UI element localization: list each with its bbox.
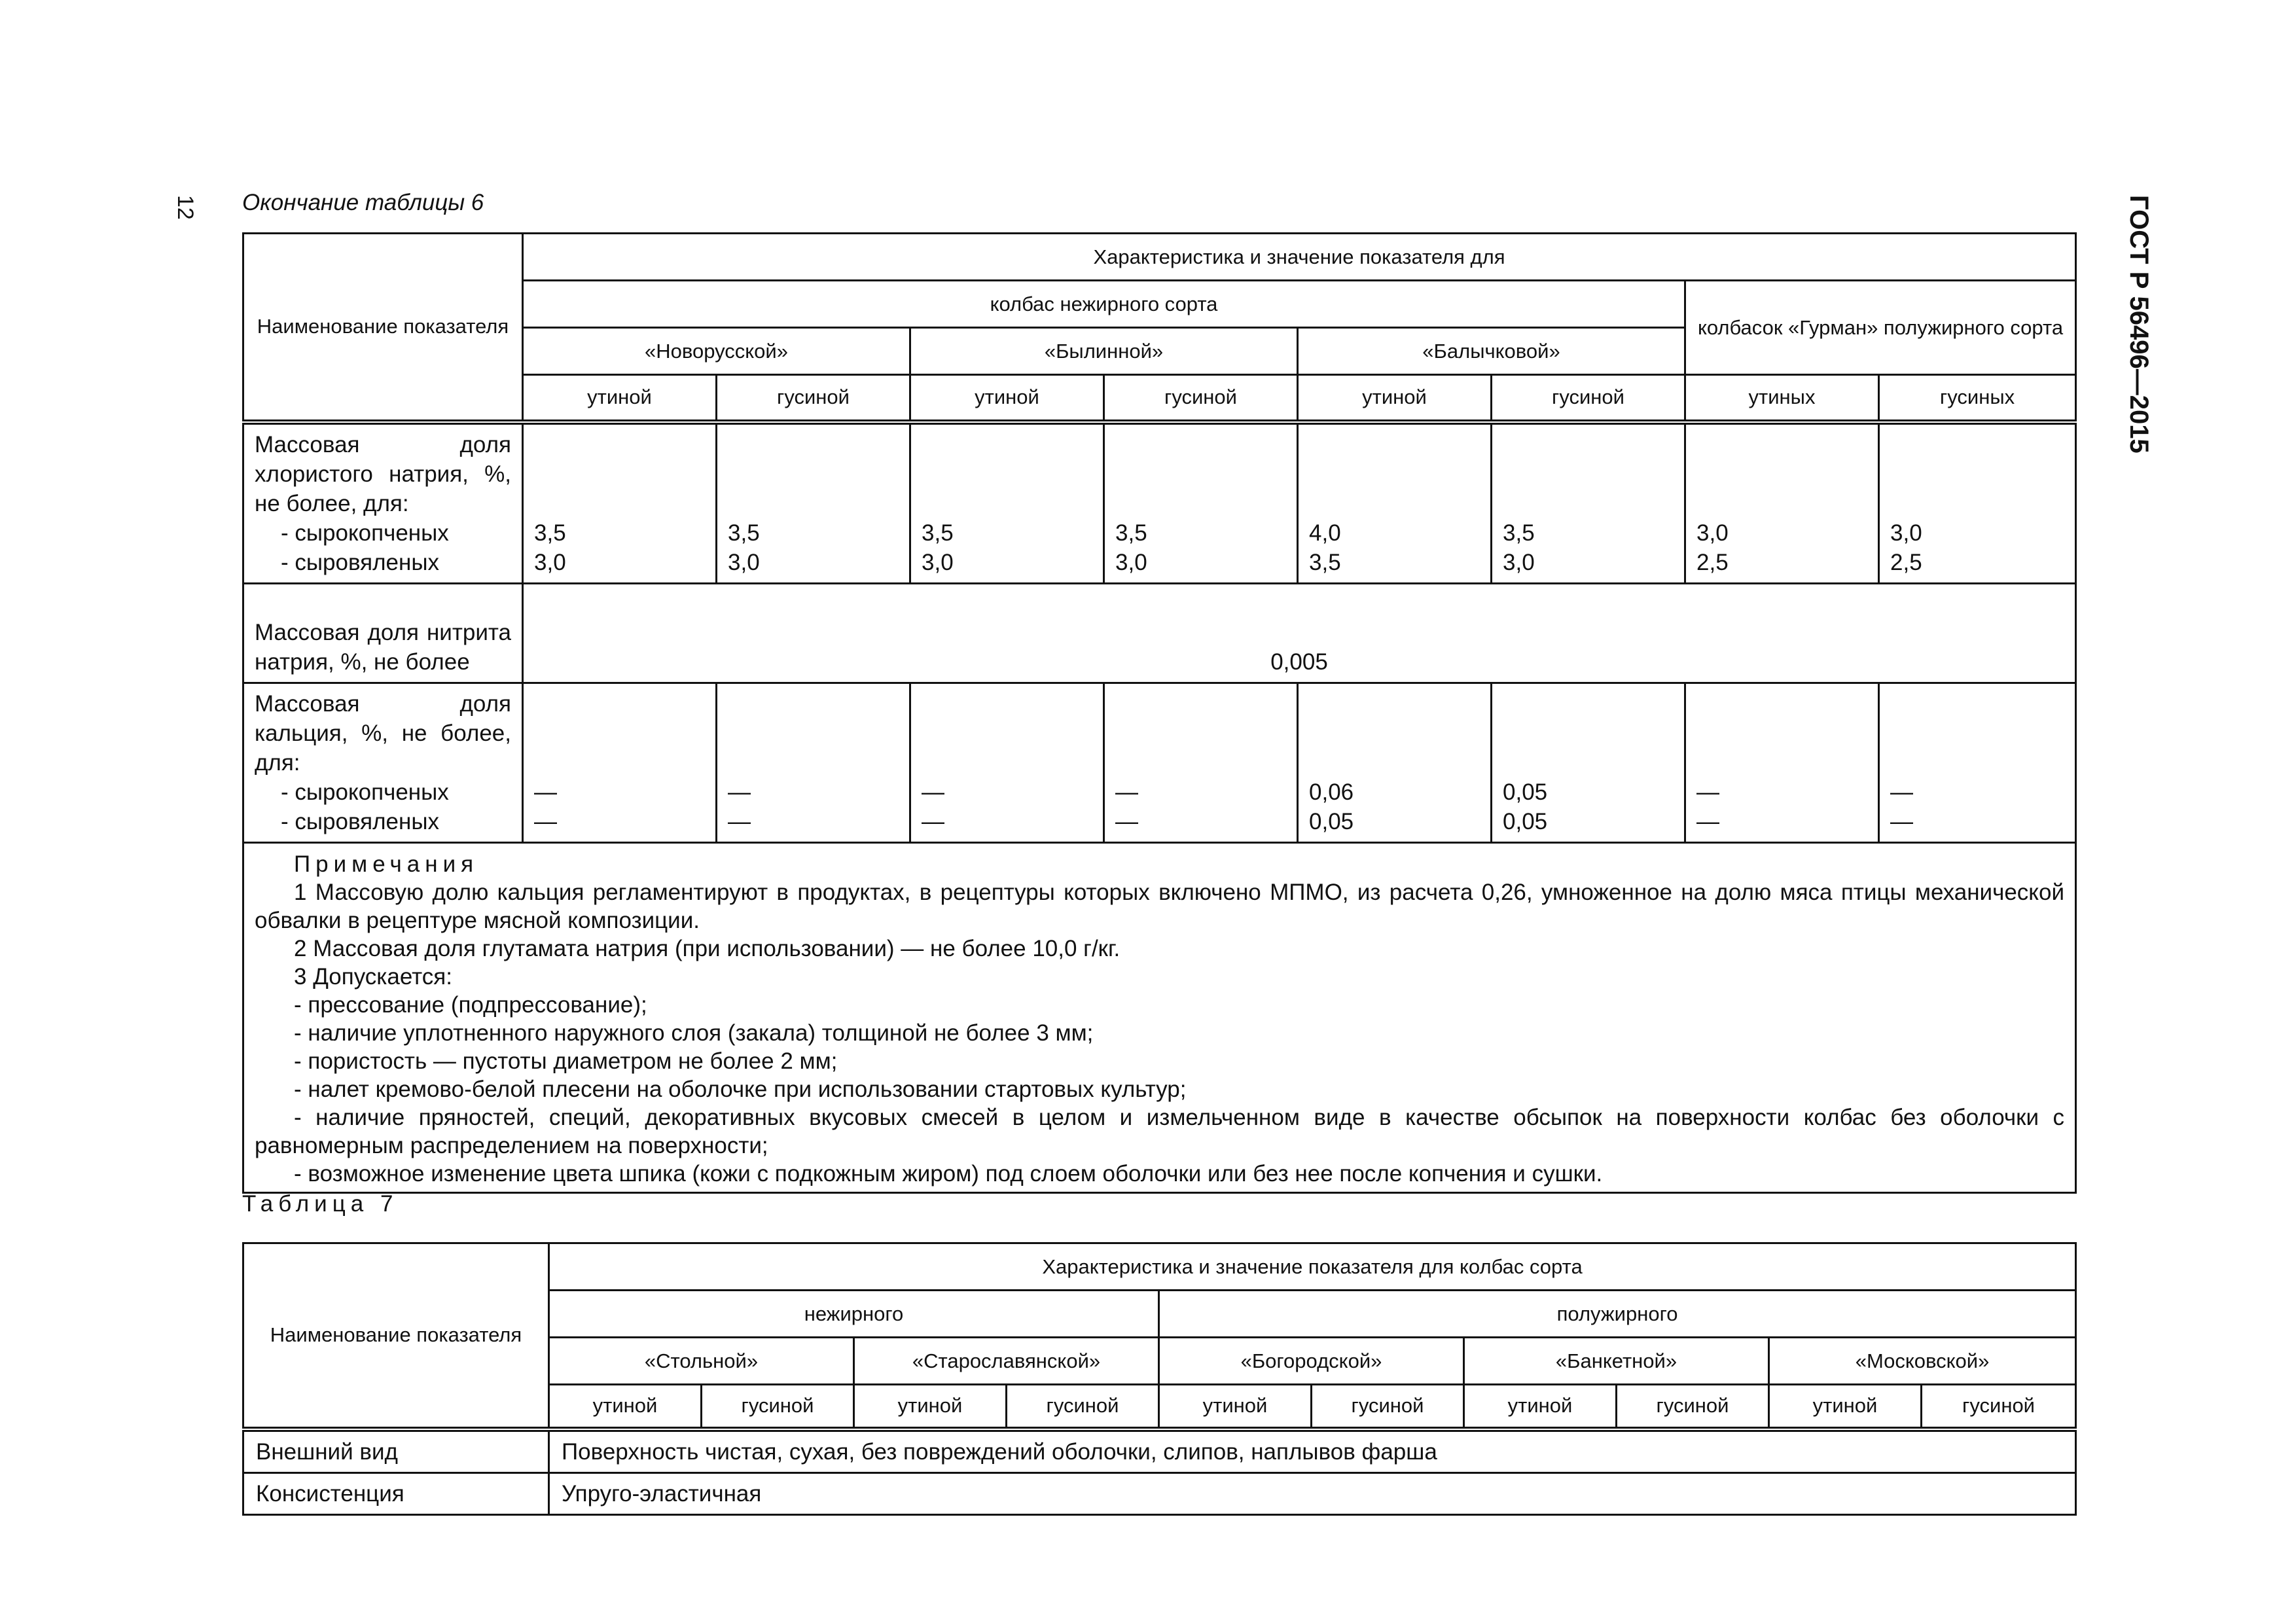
header-subcol: утиной: [1464, 1385, 1617, 1429]
header-group-semi-fat: полужирного: [1159, 1291, 2076, 1338]
value-cell-merged: 0,005: [523, 583, 2076, 683]
header-subcol: утиной: [910, 375, 1104, 422]
table7-caption: Таблица 7: [242, 1191, 399, 1217]
value-cell: 3,5 3,0: [910, 422, 1104, 584]
notes-row: [243, 842, 2076, 1192]
header-group-gourmet: колбасок «Гурман» полужирного сорта: [1685, 281, 2076, 375]
note-3-item: - прессование (подпрессование);: [294, 991, 647, 1018]
header-product: «Стольной»: [549, 1338, 854, 1385]
header-subcol: утиной: [1298, 375, 1492, 422]
header-subcol: утиной: [523, 375, 717, 422]
header-product: «Московской»: [1769, 1338, 2076, 1385]
header-subcol: гусиной: [1492, 375, 1685, 422]
table-row: [243, 683, 2076, 842]
value-cell: — —: [1685, 683, 1879, 842]
row-name: Внешний вид: [243, 1429, 549, 1473]
value-cell: 4,0 3,5: [1298, 422, 1492, 584]
value-cell: 3,5 3,0: [523, 422, 717, 584]
header-product: «Богородской»: [1159, 1338, 1464, 1385]
standard-designation: ГОСТ Р 56496—2015: [2125, 195, 2153, 454]
header-subcol: гусиной: [1617, 1385, 1769, 1429]
header-subcol: утиной: [854, 1385, 1007, 1429]
header-subcol: гусиных: [1879, 375, 2076, 422]
value-cell: 3,5 3,0: [1492, 422, 1685, 584]
row-name-sodium-chloride: Массовая доля хлористого натрия, %, не более, для: - сырокопченых - сыровяленых: [243, 422, 523, 584]
header-subcol: гусиной: [1007, 1385, 1159, 1429]
table-6-continuation: [242, 232, 2077, 1194]
value-cell: — —: [1104, 683, 1298, 842]
header-name-column: Наименование показателя: [243, 234, 523, 422]
note-3-item: - пористость — пустоты диаметром не более 2 мм;: [294, 1048, 838, 1074]
row-name: Консистенция: [243, 1472, 549, 1514]
header-subcol: утиной: [1159, 1385, 1312, 1429]
header-subcol: утиной: [549, 1385, 702, 1429]
header-group-low-fat: нежирного: [549, 1291, 1159, 1338]
header-product: «Балычковой»: [1298, 328, 1685, 375]
table-7: [242, 1242, 2077, 1516]
header-name-column: Наименование показателя: [243, 1243, 549, 1429]
header-product: «Старославянской»: [854, 1338, 1159, 1385]
note-3: 3 Допускается:: [294, 963, 452, 990]
value-cell: 3,5 3,0: [717, 422, 910, 584]
table-row: [243, 1429, 2076, 1473]
note-2: 2 Массовая доля глутамата натрия (при использовании) — не более 10,0 г/кг.: [294, 935, 1121, 961]
table6-end-caption: Окончание таблицы 6: [242, 190, 484, 215]
value-cell: 0,05 0,05: [1492, 683, 1685, 842]
header-product: «Новорусской»: [523, 328, 910, 375]
value-cell: 3,0 2,5: [1879, 422, 2076, 584]
row-value: Упруго-эластичная: [549, 1472, 2076, 1514]
header-characteristic: Характеристика и значение показателя для: [523, 234, 2076, 281]
table-row: [243, 1472, 2076, 1514]
value-cell: — —: [523, 683, 717, 842]
note-3-item: - налет кремово-белой плесени на оболочке при использовании стартовых культур;: [294, 1076, 1187, 1102]
table-row: [243, 583, 2076, 683]
row-name-calcium: Массовая доля кальция, %, не более, для: - сырокопченых - сыровяленых: [243, 683, 523, 842]
note-3-item: - наличие пряностей, специй, декоративных вкусовых смесей в целом и измельченном виде в качестве обсыпок на поверхности колбас без оболочки с равномерным распределением на поверхности;: [255, 1104, 2065, 1158]
page-number: 12: [173, 195, 198, 220]
value-cell: — —: [910, 683, 1104, 842]
notes-title: Примечания: [294, 851, 479, 877]
header-characteristic: Характеристика и значение показателя для колбас сорта: [549, 1243, 2076, 1291]
header-subcol: утиной: [1769, 1385, 1922, 1429]
header-product: «Банкетной»: [1464, 1338, 1769, 1385]
value-cell: 0,06 0,05: [1298, 683, 1492, 842]
value-cell: — —: [1879, 683, 2076, 842]
header-subcol: гусиной: [1312, 1385, 1464, 1429]
header-subcol: гусиной: [702, 1385, 854, 1429]
value-cell: 3,5 3,0: [1104, 422, 1298, 584]
header-group-low-fat: колбас нежирного сорта: [523, 281, 1685, 328]
value-cell: — —: [717, 683, 910, 842]
header-subcol: утиных: [1685, 375, 1879, 422]
header-product: «Былинной»: [910, 328, 1298, 375]
header-subcol: гусиной: [1104, 375, 1298, 422]
header-subcol: гусиной: [717, 375, 910, 422]
value-cell: 3,0 2,5: [1685, 422, 1879, 584]
row-name-sodium-nitrite: Массовая доля нитрита натрия, %, не более: [243, 583, 523, 683]
header-subcol: гусиной: [1922, 1385, 2076, 1429]
notes-cell: [243, 842, 2076, 1192]
row-value: Поверхность чистая, сухая, без повреждений оболочки, слипов, наплывов фарша: [549, 1429, 2076, 1473]
note-3-item: - наличие уплотненного наружного слоя (закала) толщиной не более 3 мм;: [294, 1020, 1094, 1046]
table-row: [243, 422, 2076, 584]
note-1: 1 Массовую долю кальция регламентируют в продуктах, в рецептуры которых включено МПМО, из расчета 0,26, умноженное на долю мяса птицы механической обвалки в рецептуре мясной композиции.: [255, 879, 2065, 933]
note-3-item: - возможное изменение цвета шпика (кожи с подкожным жиром) под слоем оболочки или без нее после копчения и сушки.: [294, 1160, 1603, 1186]
